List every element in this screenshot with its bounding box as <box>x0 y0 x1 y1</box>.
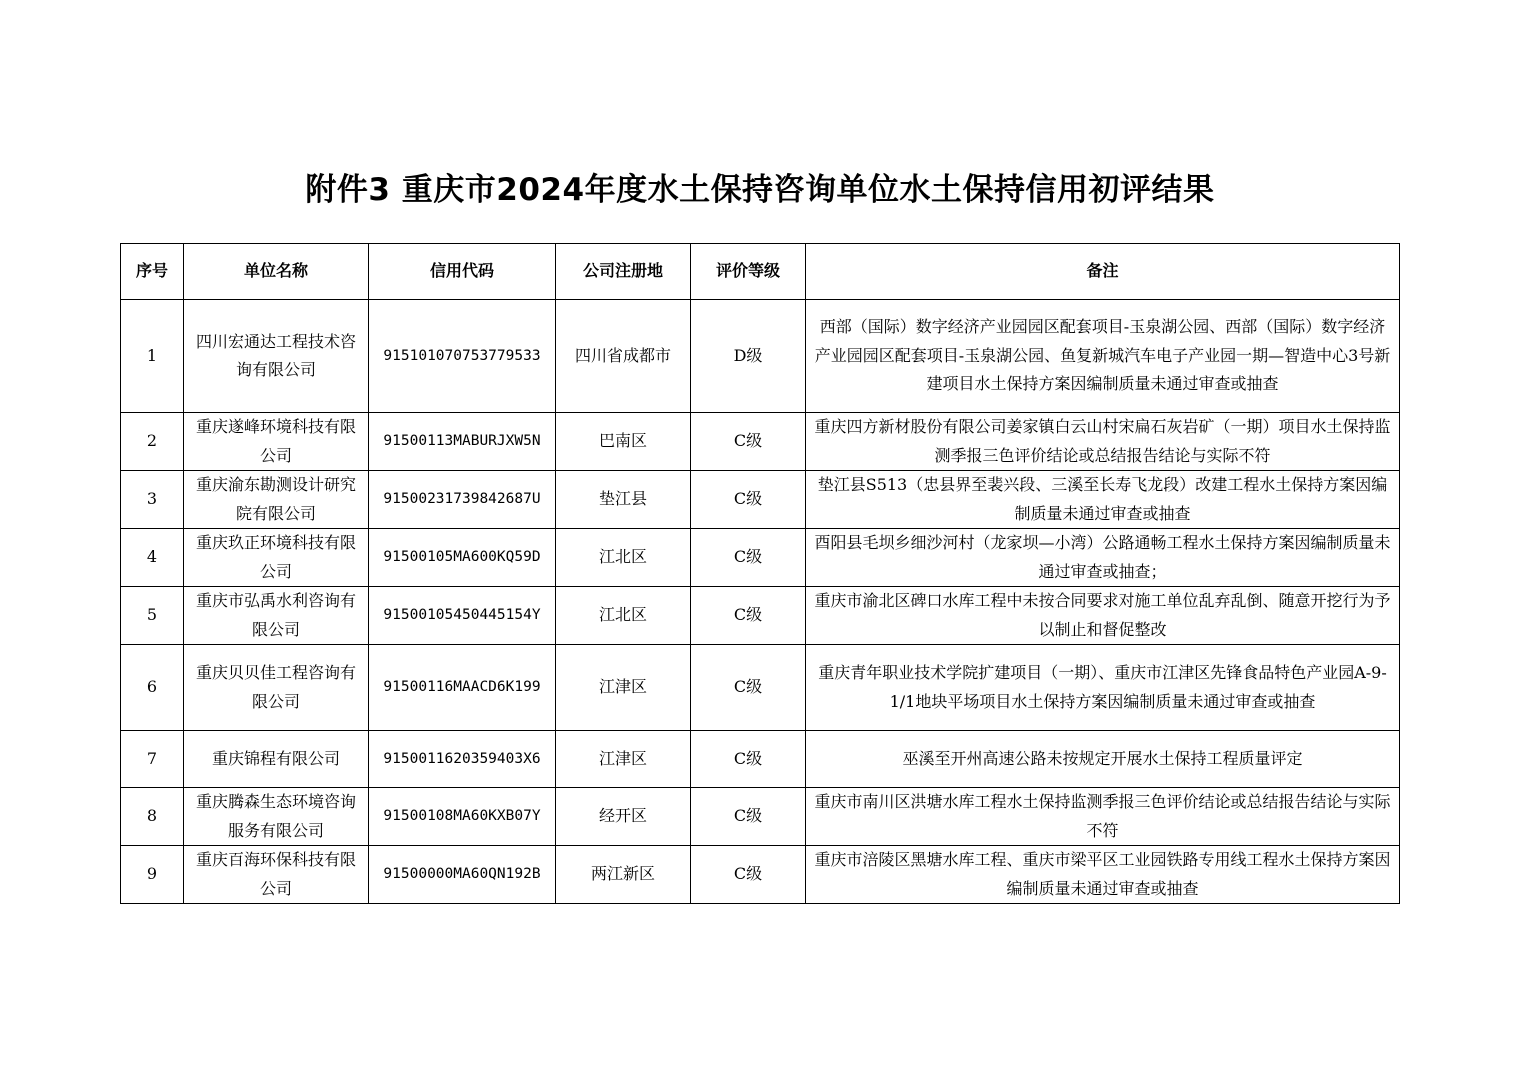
row-seq: 4 <box>121 529 184 587</box>
header-seq: 序号 <box>121 244 184 300</box>
row-registration-place: 巴南区 <box>556 413 691 471</box>
row-unit-name: 重庆市弘禹水利咨询有限公司 <box>184 587 369 645</box>
table-row <box>121 587 1400 645</box>
table-row <box>121 529 1400 587</box>
header-credit-code: 信用代码 <box>369 244 556 300</box>
row-grade: C级 <box>691 645 806 731</box>
table-row <box>121 471 1400 529</box>
row-seq: 1 <box>121 300 184 413</box>
header-registration-place: 公司注册地 <box>556 244 691 300</box>
row-registration-place: 两江新区 <box>556 846 691 904</box>
row-registration-place: 垫江县 <box>556 471 691 529</box>
row-remark: 巫溪至开州高速公路未按规定开展水土保持工程质量评定 <box>806 731 1400 788</box>
row-unit-name: 重庆贝贝佳工程咨询有限公司 <box>184 645 369 731</box>
row-registration-place: 江津区 <box>556 731 691 788</box>
row-unit-name: 重庆锦程有限公司 <box>184 731 369 788</box>
table-row <box>121 645 1400 731</box>
table-row <box>121 413 1400 471</box>
header-remark: 备注 <box>806 244 1400 300</box>
table-row <box>121 846 1400 904</box>
row-credit-code: 91500108MA60KXB07Y <box>369 788 556 846</box>
row-credit-code: 91500000MA60QN192B <box>369 846 556 904</box>
table-header-row <box>121 244 1400 300</box>
row-remark: 重庆市南川区洪塘水库工程水土保持监测季报三色评价结论或总结报告结论与实际不符 <box>806 788 1400 846</box>
row-seq: 3 <box>121 471 184 529</box>
row-grade: C级 <box>691 413 806 471</box>
header-unit-name: 单位名称 <box>184 244 369 300</box>
row-registration-place: 四川省成都市 <box>556 300 691 413</box>
row-credit-code: 91500116MAACD6K199 <box>369 645 556 731</box>
table-row <box>121 300 1400 413</box>
row-credit-code: 915101070753779533 <box>369 300 556 413</box>
row-seq: 7 <box>121 731 184 788</box>
row-grade: D级 <box>691 300 806 413</box>
document-title: 附件3 重庆市2024年度水土保持咨询单位水土保持信用初评结果 <box>305 172 1215 208</box>
credit-result-table <box>120 243 1400 904</box>
row-seq: 2 <box>121 413 184 471</box>
row-grade: C级 <box>691 471 806 529</box>
row-credit-code: 91500231739842687U <box>369 471 556 529</box>
row-remark: 重庆青年职业技术学院扩建项目（一期）、重庆市江津区先锋食品特色产业园A-9-1/1地块平场项目水土保持方案因编制质量未通过审查或抽查 <box>806 645 1400 731</box>
row-registration-place: 江北区 <box>556 587 691 645</box>
row-registration-place: 经开区 <box>556 788 691 846</box>
row-remark: 垫江县S513（忠县界至裴兴段、三溪至长寿飞龙段）改建工程水土保持方案因编制质量未通过审查或抽查 <box>806 471 1400 529</box>
row-seq: 9 <box>121 846 184 904</box>
table-row <box>121 788 1400 846</box>
row-remark: 西部（国际）数字经济产业园园区配套项目-玉泉湖公园、西部（国际）数字经济产业园园区配套项目-玉泉湖公园、鱼复新城汽车电子产业园一期—智造中心3号新建项目水土保持方案因编制质量未通过审查或抽查 <box>806 300 1400 413</box>
row-seq: 6 <box>121 645 184 731</box>
row-grade: C级 <box>691 587 806 645</box>
row-remark: 重庆市涪陵区黑塘水库工程、重庆市梁平区工业园铁路专用线工程水土保持方案因编制质量未通过审查或抽查 <box>806 846 1400 904</box>
row-credit-code: 9150011620359403X6 <box>369 731 556 788</box>
row-unit-name: 重庆腾森生态环境咨询服务有限公司 <box>184 788 369 846</box>
row-remark: 酉阳县毛坝乡细沙河村（龙家坝—小湾）公路通畅工程水土保持方案因编制质量未通过审查或抽查； <box>806 529 1400 587</box>
table-row <box>121 731 1400 788</box>
row-unit-name: 重庆玖正环境科技有限公司 <box>184 529 369 587</box>
row-grade: C级 <box>691 788 806 846</box>
row-unit-name: 四川宏通达工程技术咨询有限公司 <box>184 300 369 413</box>
row-credit-code: 91500105450445154Y <box>369 587 556 645</box>
row-remark: 重庆四方新材股份有限公司姜家镇白云山村宋扁石灰岩矿（一期）项目水土保持监测季报三色评价结论或总结报告结论与实际不符 <box>806 413 1400 471</box>
row-registration-place: 江北区 <box>556 529 691 587</box>
row-unit-name: 重庆遂峰环境科技有限公司 <box>184 413 369 471</box>
header-grade: 评价等级 <box>691 244 806 300</box>
row-seq: 5 <box>121 587 184 645</box>
row-grade: C级 <box>691 529 806 587</box>
row-unit-name: 重庆渝东勘测设计研究院有限公司 <box>184 471 369 529</box>
row-seq: 8 <box>121 788 184 846</box>
row-registration-place: 江津区 <box>556 645 691 731</box>
row-remark: 重庆市渝北区碑口水库工程中未按合同要求对施工单位乱弃乱倒、随意开挖行为予以制止和督促整改 <box>806 587 1400 645</box>
row-credit-code: 91500113MABURJXW5N <box>369 413 556 471</box>
row-grade: C级 <box>691 731 806 788</box>
row-grade: C级 <box>691 846 806 904</box>
row-unit-name: 重庆百海环保科技有限公司 <box>184 846 369 904</box>
row-credit-code: 91500105MA600KQ59D <box>369 529 556 587</box>
